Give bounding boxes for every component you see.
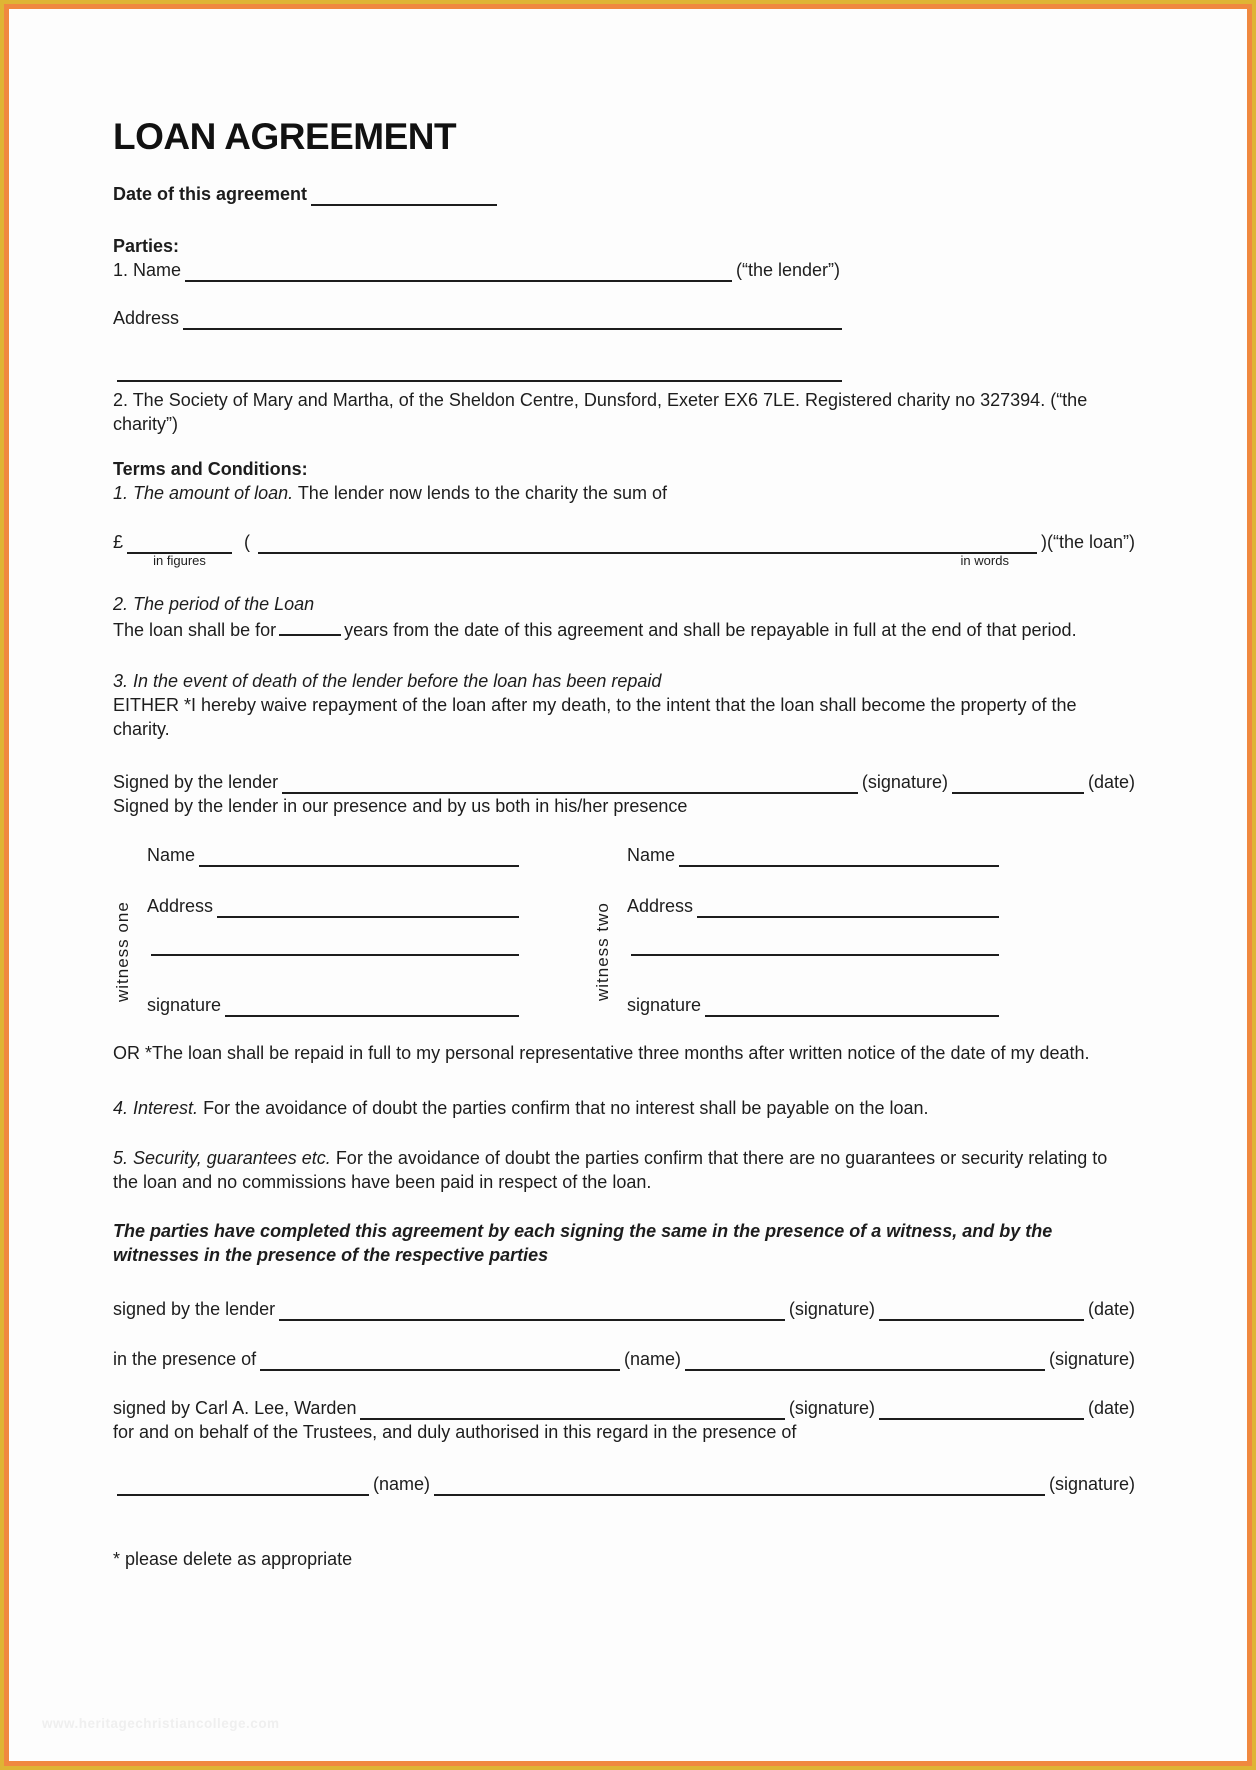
clause1-text: The lender now lends to the charity the sum of [297, 483, 668, 503]
party1-lender-suffix: (“the lender”) [735, 260, 840, 280]
clause5-line [113, 1146, 1135, 1194]
clause5-title: 5. Security, guarantees etc. [113, 1148, 331, 1168]
party1-name-label: 1. Name [113, 260, 182, 280]
witness-address-blank [697, 894, 999, 918]
amount-open-paren: ( [244, 532, 251, 552]
trustee-witness-line [113, 1472, 1135, 1496]
amount-figures-blank [127, 530, 232, 568]
witness-address-row [147, 894, 523, 918]
or-clause-text: OR *The loan shall be repaid in full to my personal representative three months after written notice of the date of my death. [113, 1043, 1090, 1063]
party1-address-label: Address [113, 308, 180, 328]
clause2-text-before: The loan shall be for [113, 620, 277, 640]
final-lender-date-blank [879, 1297, 1084, 1321]
signature-caption: (signature) [861, 772, 948, 792]
signed-by-lender-label: Signed by the lender [113, 772, 279, 792]
witness-address-label: Address [627, 896, 694, 916]
witness-signature-blank [225, 993, 519, 1017]
in-figures-label: in figures [153, 553, 206, 568]
witness-signature-row [627, 993, 1003, 1017]
party1-address-blank [183, 306, 842, 330]
witness-block [113, 843, 1003, 1017]
presence-name-blank [260, 1347, 620, 1371]
witness-name-row [627, 843, 1003, 867]
final-lender-signature-blank [279, 1297, 785, 1321]
date-caption: (date) [1087, 1398, 1135, 1418]
presence-label: in the presence of [113, 1349, 257, 1369]
clause2-title: 2. The period of the Loan [113, 594, 315, 614]
witness-address-blank [217, 894, 519, 918]
signature-caption: (signature) [1048, 1474, 1135, 1494]
amount-words-blank [258, 530, 1037, 568]
terms-heading: Terms and Conditions: [113, 459, 308, 479]
warden-signature-blank [360, 1396, 784, 1420]
clause4-title: 4. Interest. [113, 1098, 199, 1118]
warden-label: signed by Carl A. Lee, Warden [113, 1398, 357, 1418]
party1-name-line [113, 258, 840, 282]
parties-heading: Parties: [113, 236, 180, 256]
behalf-text: for and on behalf of the Trustees, and duly authorised in this regard in the presence of [113, 1422, 797, 1442]
amount-close-suffix: )(“the loan”) [1040, 532, 1135, 552]
clause3-text: EITHER *I hereby waive repayment of the loan after my death, to the intent that the loan shall become the property of the charity. [113, 695, 1077, 739]
clause1-title: 1. The amount of loan. [113, 483, 294, 503]
final-presence-line [113, 1347, 1135, 1371]
witness-one-label: witness one [113, 901, 132, 1003]
party1-address-line [113, 306, 846, 330]
party1-address-line-2 [113, 358, 846, 382]
witness-signature-label: signature [147, 995, 222, 1015]
document-title: LOAN AGREEMENT [113, 116, 457, 157]
clause2-text [113, 616, 1135, 642]
clause4-text: For the avoidance of doubt the parties confirm that no interest shall be payable on the loan. [203, 1098, 929, 1118]
warden-date-blank [879, 1396, 1084, 1420]
party1-name-blank [185, 258, 732, 282]
trustee-witness-signature-blank [434, 1472, 1045, 1496]
amount-block [113, 530, 1135, 568]
witness-one-column [113, 843, 523, 1017]
trustee-witness-name-blank [117, 1472, 369, 1496]
witness-two-label: witness two [593, 902, 612, 1002]
date-line [113, 182, 1135, 206]
witness-address-blank-2 [151, 932, 519, 956]
signature-caption: (signature) [788, 1299, 875, 1319]
completion-statement: The parties have completed this agreement by each signing the same in the presence of a witness, and by the witnesses in the presence of the respective parties [113, 1221, 1053, 1265]
name-caption: (name) [373, 1474, 431, 1494]
document-page [9, 9, 1247, 1761]
witness-signature-row [147, 993, 523, 1017]
presence-signature-blank [685, 1347, 1045, 1371]
witness-name-label: Name [627, 845, 676, 865]
witness-address-row-2 [147, 932, 523, 956]
signature-caption: (signature) [1048, 1349, 1136, 1369]
footnote-text: * please delete as appropriate [113, 1549, 353, 1569]
witness-name-blank [199, 843, 519, 867]
witness-address-row [627, 894, 1003, 918]
witness-name-row [147, 843, 523, 867]
watermark-text: www.heritagechristiancollege.com [42, 1716, 280, 1731]
currency-symbol: £ [113, 532, 124, 552]
final-lender-label: signed by the lender [113, 1299, 276, 1319]
date-caption: (date) [1087, 772, 1135, 792]
name-caption: (name) [624, 1349, 682, 1369]
clause2-text-after: years from the date of this agreement and shall be repayable in full at the end of that period. [344, 620, 1077, 640]
witness-address-label: Address [147, 896, 214, 916]
witness-presence-text: Signed by the lender in our presence and by us both in his/her presence [113, 796, 688, 816]
final-lender-signature-line [113, 1297, 1135, 1321]
amount-line [113, 530, 1135, 568]
witness-address-blank-2 [631, 932, 999, 956]
lender-date-blank [952, 770, 1084, 794]
warden-signature-line [113, 1396, 1135, 1420]
witness-signature-blank [705, 993, 999, 1017]
date-caption: (date) [1087, 1299, 1135, 1319]
witness-name-blank [679, 843, 999, 867]
date-blank [311, 182, 497, 206]
clause5-text: For the avoidance of doubt the parties confirm that there are no guarantees or security relating to the loan and no commissions have been paid in respect of the loan. [113, 1148, 1108, 1192]
in-words-label: in words [960, 553, 1009, 568]
signature-caption: (signature) [788, 1398, 875, 1418]
lender-signature-blank [282, 770, 858, 794]
clause3-title: 3. In the event of death of the lender before the loan has been repaid [113, 671, 662, 691]
witness-address-row-2 [627, 932, 1003, 956]
date-label: Date of this agreement [113, 184, 308, 204]
clause4-line [113, 1096, 1135, 1120]
witness-name-label: Name [147, 845, 196, 865]
party1-address-blank-2 [117, 358, 842, 382]
witness-signature-label: signature [627, 995, 702, 1015]
party2-text: 2. The Society of Mary and Martha, of the Sheldon Centre, Dunsford, Exeter EX6 7LE. Registered charity no 327394. (“the charity”) [113, 390, 1088, 434]
clause1-line [113, 481, 1135, 505]
witness-two-column [593, 843, 1003, 1017]
lender-signature-line [113, 770, 1135, 794]
years-blank [279, 616, 341, 636]
